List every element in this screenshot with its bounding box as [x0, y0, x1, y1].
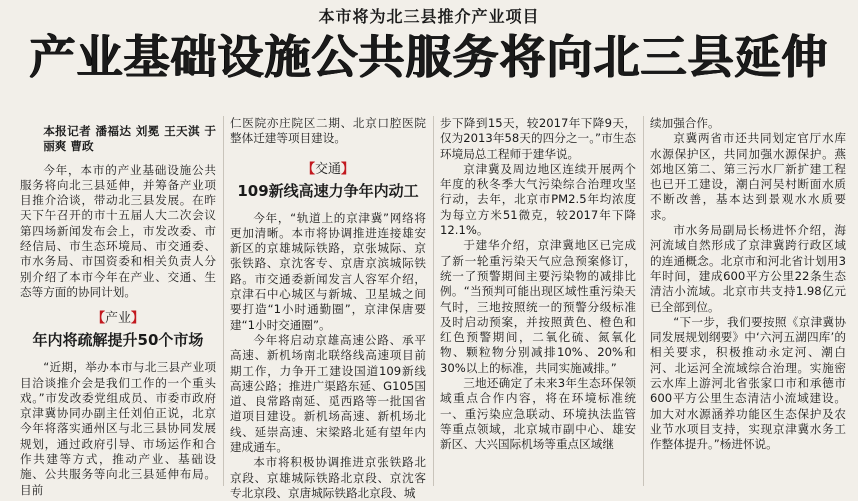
- paragraph: 今年，“轨道上的京津冀”网络将更加清晰。本市将协调推进连接雄安新区的京雄城际铁路，京张城际、京张铁路、京沈客专、京唐京滨城际铁路。市交通委新闻发言人容军介绍，京津石中心城区与新城、卫星城之间要打造“1小时通勤圈”，京津保唐要建“1小时交通圈”。: [230, 210, 426, 332]
- paragraph: 市水务局副局长杨进怀介绍，海河流域自然形成了京津冀跨行政区域的连通概念。北京市和河北省计划用3年时间，建成600平方公里22条生态清洁小流域。北京市共支持1.98亿元已全部到位。: [650, 223, 846, 314]
- section-label-text: 交通: [314, 161, 341, 177]
- article-column-4: [650, 116, 846, 486]
- paragraph: 本市将积极协调推进京张铁路北京段、京雄城际铁路北京段、京沈客专北京段、京唐城际铁路北京段、城: [230, 455, 426, 500]
- article-column-3: [440, 116, 636, 486]
- article-column-1: [20, 116, 216, 497]
- section-label-text: 产业: [104, 311, 131, 327]
- paragraph: 于建华介绍，京津冀地区已完成了新一轮重污染天气应急预案修订，统一了预警期间主要污染物的减排比例。“当预判可能出现区域性重污染天气时，三地按照统一的预警分级标准及时启动预案，并按照黄色、橙色和红色预警期间，二氧化硫、氮氧化物、颗粒物分别减排10%、20%和30%以上的标准，共同实施减排。”: [440, 238, 636, 375]
- paragraph: 仁医院亦庄院区二期、北京口腔医院整体迁建等项目建设。: [230, 116, 426, 146]
- paragraph: 今年，本市的产业基础设施公共服务将向北三县延伸，并筹备产业项目推介洽谈，带动北三县发展。在昨天下午召开的市十五届人大二次会议第四场新闻发布会上，市发改委、市经信局、市生态环境局、市交通委、市水务局、市国资委和相关负责人分别介绍了本市今年在产业、交通、生态等方面的协同计划。: [20, 162, 216, 299]
- paragraph: 京冀两省市还共同划定官厅水库水源保护区，共同加强水源保护。燕郊地区第二、第三污水厂新扩建工程也已开工建设，潮白河吴村断面水质不断改善，基本达到景观水水质要求。: [650, 131, 846, 222]
- column-divider: [433, 116, 434, 486]
- section-label: 【交通】: [301, 161, 355, 177]
- section-title: 109新线高速力争年内动工: [237, 181, 419, 200]
- paragraph: 今年将启动京雄高速公路、承平高速、新机场南北联络线高速项目前期工作，力争开工建设国道109新线高速公路；推进广渠路东延、G105国道、良常路南延、觅西路等一批国省道项目建设。新机场高速、新机场北线、延崇高速、宋梁路北延有望年内建成通车。: [230, 332, 426, 455]
- paragraph: 京津冀及周边地区连续开展两个年度的秋冬季大气污染综合治理攻坚行动，去年，北京市PM2.5年均浓度为每立方米51微克，较2017年下降12.1%。: [440, 161, 636, 238]
- paragraph: 续加强合作。: [650, 116, 720, 130]
- section-label: 【产业】: [91, 311, 145, 327]
- headline: 产业基础设施公共服务将向北三县延伸: [29, 30, 829, 84]
- paragraph: 三地还确定了未来3年生态环保领域重点合作内容，将在环境标准统一、重污染应急联动、环境执法监管等重点领域，北京城市副中心、雄安新区、大兴国际机场等重点区域继: [440, 376, 636, 452]
- column-divider: [223, 116, 224, 486]
- section-title: 年内将疏解提升50个市场: [32, 331, 204, 350]
- kicker-subtitle: 本市将为北三县推介产业项目: [318, 7, 540, 26]
- byline: 本报记者 潘福达 刘冕 王天淇 于丽爽 曹政: [43, 124, 216, 154]
- paragraph: “下一步，我们要按照《京津冀协同发展规划纲要》中‘六河五湖四库’的相关要求，积极推动永定河、潮白河、北运河全流域综合治理。实施密云水库上游河北省张家口市和承德市600平方公里生态清洁小流域建设。加大对水源涵养功能区生态保护及农业节水项目支持，实现京津冀水务工作整体提升。”杨进怀说。: [650, 314, 846, 452]
- paragraph: “近期，举办本市与北三县产业项目洽谈推介会是我们工作的一个重头戏。”市发改委党组成员、市委市政府京津冀协同办副主任刘伯正说，北京今年将落实通州区与北三县协同发展规划，通过政府引导、市场运作和合作共建等方式，推动产业、基础设施、公共服务等向北三县延伸布局。目前: [20, 360, 216, 497]
- article-column-2: [230, 116, 426, 500]
- column-divider: [643, 116, 644, 486]
- paragraph: 步下降到15天，较2017年下降9天，仅为2013年58天的四分之一。”市生态环境局总工程师于建华说。: [440, 116, 636, 161]
